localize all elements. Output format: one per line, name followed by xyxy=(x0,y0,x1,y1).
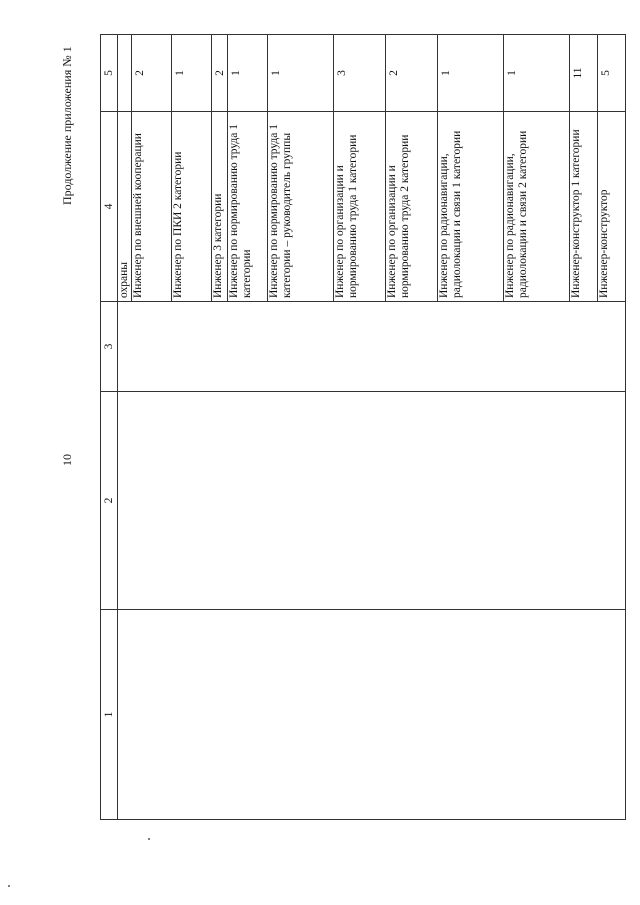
position-cell: Инженер-конструктор 1 категории xyxy=(570,112,598,302)
count-cell xyxy=(118,35,132,112)
position-cell: Инженер по внешней кооперации xyxy=(132,112,172,302)
count-cell: 1 xyxy=(268,35,334,112)
position-cell: Инженер по ПКИ 2 категории xyxy=(172,112,212,302)
col2-cell xyxy=(118,392,626,610)
column-number-3: 3 xyxy=(101,302,118,392)
staff-table xyxy=(100,34,626,820)
scan-speck xyxy=(8,885,10,887)
col1-cell xyxy=(118,610,626,820)
position-cell: Инженер по организации и нормированию труда 1 категории xyxy=(334,112,386,302)
count-cell: 1 xyxy=(504,35,570,112)
count-cell: 2 xyxy=(212,35,228,112)
position-cell: Инженер по нормированию труда 1 категории xyxy=(228,112,268,302)
count-cell: 1 xyxy=(172,35,212,112)
count-cell: 1 xyxy=(228,35,268,112)
position-cell: Инженер 3 категории xyxy=(212,112,228,302)
count-cell: 3 xyxy=(334,35,386,112)
column-number-4: 4 xyxy=(101,112,118,302)
column-number-5: 5 xyxy=(101,35,118,112)
page-header-title: Продолжение приложения № 1 xyxy=(60,46,74,205)
position-cell: Инженер-конструктор xyxy=(598,112,626,302)
column-number-2: 2 xyxy=(101,392,118,610)
column-number-1: 1 xyxy=(101,610,118,820)
page-number: 10 xyxy=(60,454,74,466)
table-row xyxy=(118,35,132,820)
column-number-row xyxy=(101,35,118,820)
count-cell: 5 xyxy=(598,35,626,112)
count-cell: 1 xyxy=(438,35,504,112)
position-cell: Инженер по радионавигации, радиолокации и связи 2 категории xyxy=(504,112,570,302)
count-cell: 11 xyxy=(570,35,598,112)
count-cell: 2 xyxy=(386,35,438,112)
position-cell: Инженер по радионавигации, радиолокации и связи 1 категории xyxy=(438,112,504,302)
count-cell: 2 xyxy=(132,35,172,112)
position-cell: Инженер по организации и нормированию труда 2 категории xyxy=(386,112,438,302)
scan-speck xyxy=(148,838,150,840)
position-cell: охраны xyxy=(118,112,132,302)
col3-cell xyxy=(118,302,626,392)
staff-table-rotated xyxy=(100,35,613,820)
position-cell: Инженер по нормированию труда 1 категории – руководитель группы xyxy=(268,112,334,302)
